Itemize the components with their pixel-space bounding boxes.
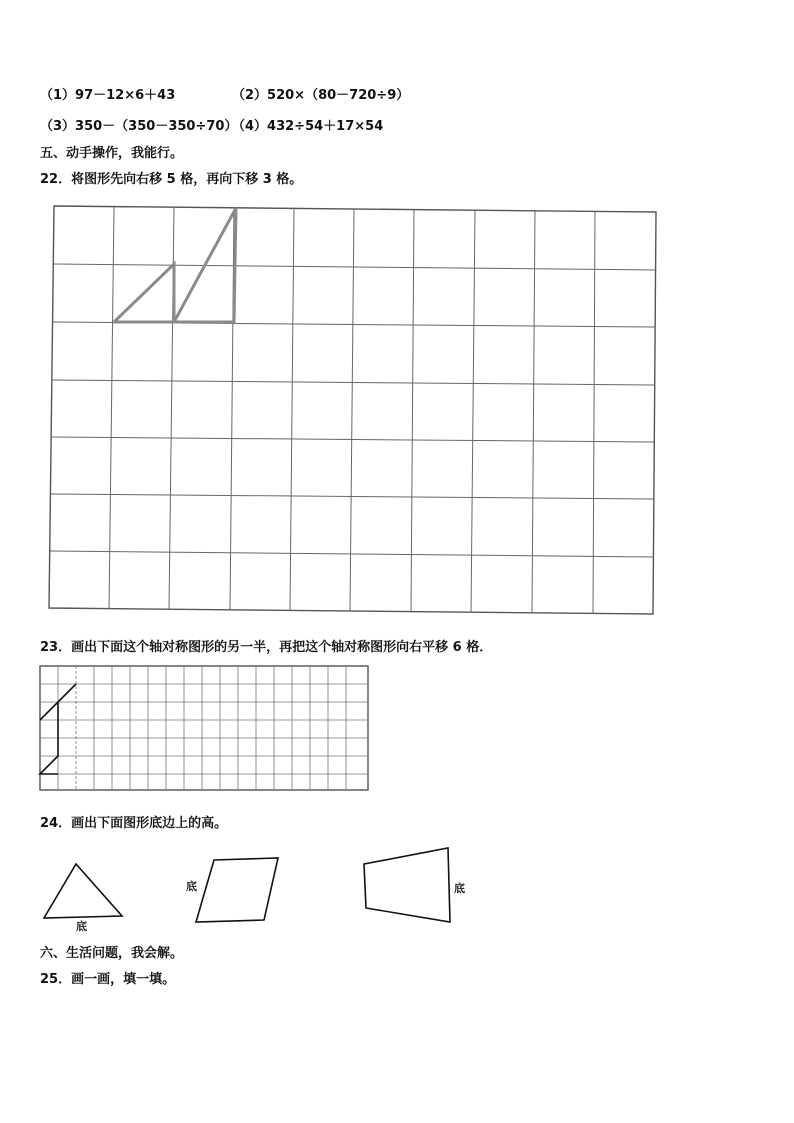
question-24: 24．画出下面图形底边上的高。	[40, 816, 228, 831]
parallelogram-base-label: 底	[186, 880, 197, 893]
question-25: 25．画一画，填一填。	[40, 972, 176, 987]
q23-grid	[38, 664, 372, 794]
triangle-figure	[38, 850, 138, 926]
trapezoid-figure	[360, 842, 454, 926]
calc-item-4: （4）432÷54＋17×54	[232, 119, 384, 134]
question-22: 22．将图形先向右移 5 格，再向下移 3 格。	[40, 172, 303, 187]
q22-grid	[44, 200, 664, 620]
calc-item-2: （2）520×（80－720÷9）	[232, 88, 410, 103]
calc-item-3: （3）350－（350－350÷70）	[40, 119, 238, 134]
section-5-heading: 五、动手操作，我能行。	[40, 146, 184, 161]
triangle-base-label: 底	[76, 920, 87, 933]
calc-item-1: （1）97－12×6＋43	[40, 88, 176, 103]
trapezoid-base-label: 底	[454, 882, 465, 895]
question-23: 23．画出下面这个轴对称图形的另一半，再把这个轴对称图形向右平移 6 格．	[40, 640, 493, 655]
section-6-heading: 六、生活问题，我会解。	[40, 946, 184, 961]
parallelogram-figure	[192, 852, 286, 928]
